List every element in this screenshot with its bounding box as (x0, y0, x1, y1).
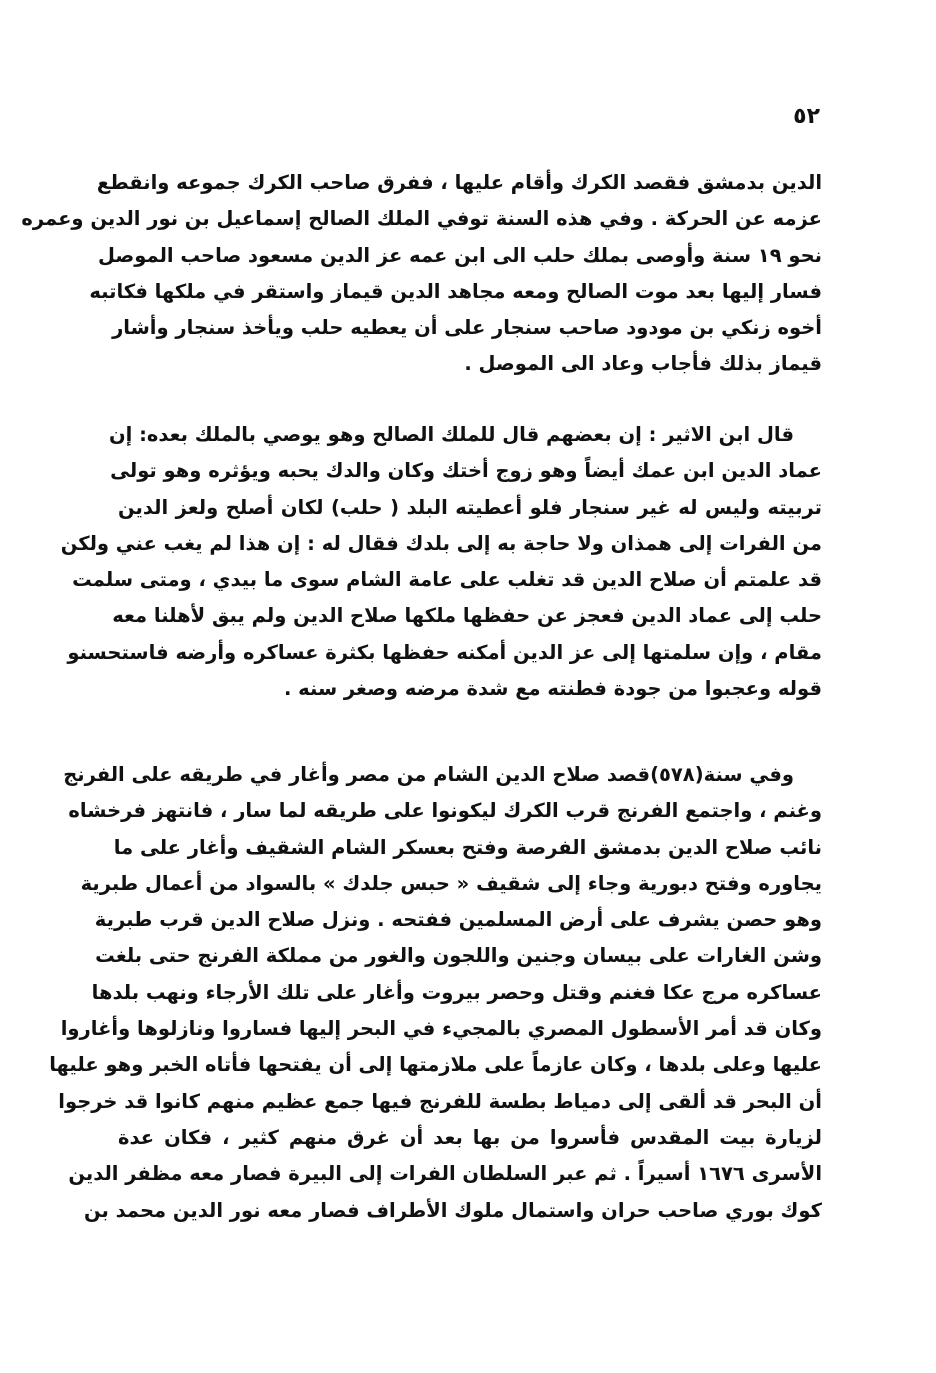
text-line: قد علمتم أن صلاح الدين قد تغلب على عامة الشام سوى ما بيدي ، ومتى سلمت (72, 568, 822, 592)
text-line: أن البحر قد ألقى إلى دمياط بطسة للفرنج فيها جمع عظيم منهم كانوا قد خرجوا (58, 1089, 822, 1113)
paragraph-3 (49, 757, 822, 1229)
text-line: الدين بدمشق فقصد الكرك وأقام عليها ، ففرق صاحب الكرك جموعه وانقطع (96, 171, 822, 194)
text-line: فسار إليها بعد موت الصالح ومعه مجاهد الدين قيماز واستقر في ملكها فكاتبه (89, 279, 822, 303)
text-line: قيماز بذلك فأجاب وعاد الى الموصل . (464, 352, 822, 376)
text-line: عساكره مرج عكا فغنم وقتل وحصر بيروت وأغار على تلك الأرجاء ونهب بلدها (91, 980, 822, 1004)
text-line: حلب إلى عماد الدين فعجز عن حفظها ملكها صلاح الدين ولم يبق لأهلنا معه (112, 604, 822, 628)
paragraph-1 (21, 165, 822, 383)
text-line: نحو ١٩ سنة وأوصى بملك حلب الى ابن عمه عز الدين مسعود صاحب الموصل (98, 243, 822, 267)
text-line: وفي سنة(٥٧٨)قصد صلاح الدين الشام من مصر وأغار في طريقه على الفرنج (63, 763, 794, 786)
text-line: الأسرى ١٦٧٦ أسيراً . ثم عبر السلطان الفرات إلى البيرة فصار معه مظفر الدين (68, 1162, 822, 1186)
text-line: وغنم ، واجتمع الفرنج قرب الكرك ليكونوا على طريقه لما سار ، فانتهز فرخشاه (68, 799, 822, 823)
text-line: كوك بوري صاحب حران واستمال ملوك الأطراف فصار معه نور الدين محمد بن (83, 1198, 822, 1222)
text-line: عماد الدين ابن عمك أيضاً وهو زوج أختك وكان والدك يحبه ويؤثره وهو تولى (110, 459, 822, 483)
text-line: مقام ، وإن سلمتها إلى عز الدين أمكنه حفظها بكثرة عساكره وأرضه فاستحسنو (67, 640, 822, 664)
text-line: أخوه زنكي بن مودود صاحب سنجار على أن يعطيه حلب ويأخذ سنجار وأشار (112, 316, 822, 340)
text-line: تربيته وليس له غير سنجار فلو أعطيته البلد ( حلب) لكان أصلح ولعز الدين (118, 495, 822, 519)
text-line: لزيارة بيت المقدس فأسروا من بها بعد أن غرق منهم كثير ، فكان عدة (118, 1125, 822, 1149)
page-number: ٥٢ (793, 104, 820, 129)
text-line: من الفرات إلى همذان ولا حاجة به إلى بلدك فقال له : إن هذا لم يغب عني ولكن (60, 531, 822, 555)
text-line: نائب صلاح الدين بدمشق الفرصة وفتح بعسكر الشام الشقيف وأغار على ما (113, 835, 822, 859)
text-line: عزمه عن الحركة . وفي هذه السنة توفي الملك الصالح إسماعيل بن نور الدين وعمره (21, 207, 822, 231)
text-line: عليها وعلى بلدها ، وكان عازماً على ملازمتها إلى أن يفتحها فأتاه الخبر وهو عليها (49, 1053, 822, 1077)
text-line: وكان قد أمر الأسطول المصري بالمجيء في البحر إليها فساروا ونازلوها وأغاروا (60, 1017, 822, 1041)
text-line: قوله وعجبوا من جودة فطنته مع شدة مرضه وصغر سنه . (283, 677, 822, 701)
text-line: وشن الغارات على بيسان وجنين واللجون والغور من مملكة الفرنج حتى بلغت (95, 944, 822, 968)
text-line: يجاوره وفتح دبورية وجاء إلى شقيف « حبس جلدك » بالسواد من أعمال طبرية (80, 871, 822, 895)
paragraph-2 (60, 417, 822, 707)
text-line: وهو حصن يشرف على أرض المسلمين ففتحه . ونزل صلاح الدين قرب طبرية (94, 908, 822, 932)
text-line: قال ابن الاثير : إن بعضهم قال للملك الصالح وهو يوصي بالملك بعده: إن (108, 423, 794, 446)
